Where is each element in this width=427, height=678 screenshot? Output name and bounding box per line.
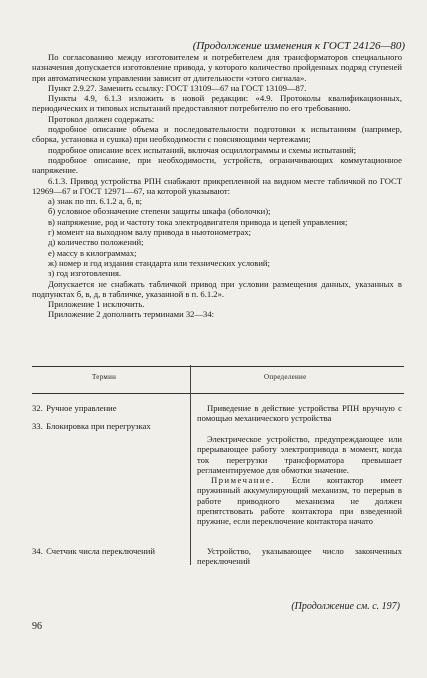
paragraph: Допускается не снабжать табличкой привод при условии размещения данных, указанных в подпунктах б, в, д, в табличке, указанной в п. 6.1.2». bbox=[32, 278, 402, 299]
paragraph: Пункт 2.9.27. Заменить ссылку: ГОСТ 13109—67 на ГОСТ 13109—87. bbox=[48, 82, 307, 93]
list-item: з) год изготовления. bbox=[48, 268, 122, 279]
paragraph: Приложение 1 исключить. bbox=[48, 299, 145, 310]
page-header: (Продолжение изменения к ГОСТ 24126—80) bbox=[192, 40, 405, 52]
note-heading: Примечание. bbox=[211, 475, 275, 486]
definition-text: Приведение в действие устройства РПН вручную с помощью механического устройства bbox=[197, 403, 402, 424]
paragraph: подробное описание всех испытаний, включая осциллограммы и схемы испытаний; bbox=[48, 144, 357, 155]
table-column-divider bbox=[190, 365, 191, 565]
paragraph: По согласованию между изготовителем и потребителем для трансформаторов специального назначения допускается изготовление привода, у которого количество пройденных подряд ступеней при автоматическом управлении зависит от длительности «этого сигнала». bbox=[32, 52, 402, 83]
continuation-note: (Продолжение см. с. 197) bbox=[291, 601, 400, 612]
list-item: е) массу в килограммах; bbox=[48, 247, 137, 258]
table-row-term bbox=[32, 546, 187, 556]
definition-note bbox=[197, 475, 402, 526]
table-header-rule bbox=[32, 393, 404, 394]
table-row-definition bbox=[197, 546, 402, 567]
table-row-term bbox=[32, 403, 187, 413]
definition-text: Устройство, указывающее число законченных переключений bbox=[197, 546, 402, 567]
paragraph: 6.1.3. Привод устройства РПН снабжают прикрепленной на видном месте табличкой по ГОСТ 12969—67 и ГОСТ 12971—67, на которой указывают: bbox=[32, 175, 402, 196]
paragraph: Протокол должен содержать: bbox=[48, 113, 155, 124]
list-item: а) знак по пп. 6.1.2 а, б, в; bbox=[48, 196, 143, 207]
list-item: б) условное обозначение степени защиты шкафа (оболочки); bbox=[48, 206, 271, 217]
definition-text: Электрическое устройство, предупреждающее или прерывающее работу электропривода в момент, когда ток перегрузки трансформатора превышает регламентируемое для обмотки значение. bbox=[197, 434, 402, 475]
table-header-term: Термин bbox=[92, 373, 117, 381]
paragraph: подробное описание объема и последовательности подготовки к испытаниям (например, сборка, установка и сушка) при необходимости с поясняющими чертежами; bbox=[32, 124, 402, 145]
list-item: в) напряжение, род и частоту тока электродвигателя привода и цепей управления; bbox=[48, 216, 348, 227]
list-item: д) количество положений; bbox=[48, 237, 144, 248]
paragraph: Приложение 2 дополнить терминами 32—34: bbox=[48, 309, 215, 320]
body-text bbox=[32, 52, 402, 320]
table-row-definition bbox=[197, 434, 402, 527]
paragraph: Пункты 4.9, 6.1.3 изложить в новой редакции: «4.9. Протоколы квалификационных, периодических и типовых испытаний предоставляют потребителю по его требованию. bbox=[32, 93, 402, 114]
note-text: Если контактор имеет пружинный аккумулирующий механизм, то перерыв в работе приводного механизма не должен препятствовать работе контактора при взведенной пружине, если переключение контактора начато bbox=[197, 475, 403, 527]
term-number: 34. bbox=[32, 546, 43, 556]
table-header-definition: Определение bbox=[264, 373, 307, 381]
list-item: ж) номер и год издания стандарта или технических условий; bbox=[48, 257, 270, 268]
table-row-term bbox=[32, 421, 187, 431]
page-number: 96 bbox=[32, 621, 42, 632]
term-name: Блокировка при перегрузках bbox=[46, 421, 151, 431]
term-number: 33. bbox=[32, 421, 43, 431]
table-top-rule bbox=[32, 366, 404, 367]
list-item: г) момент на выходном валу привода в ньютонометрах; bbox=[48, 227, 252, 238]
term-name: Ручное управление bbox=[46, 403, 117, 413]
term-name: Счетчик числа переключений bbox=[46, 546, 155, 556]
paragraph: подробное описание, при необходимости, устройств, ограничивающих коммутационное напряжение. bbox=[32, 154, 402, 176]
term-number: 32. bbox=[32, 403, 43, 413]
table-row-definition bbox=[197, 403, 402, 424]
